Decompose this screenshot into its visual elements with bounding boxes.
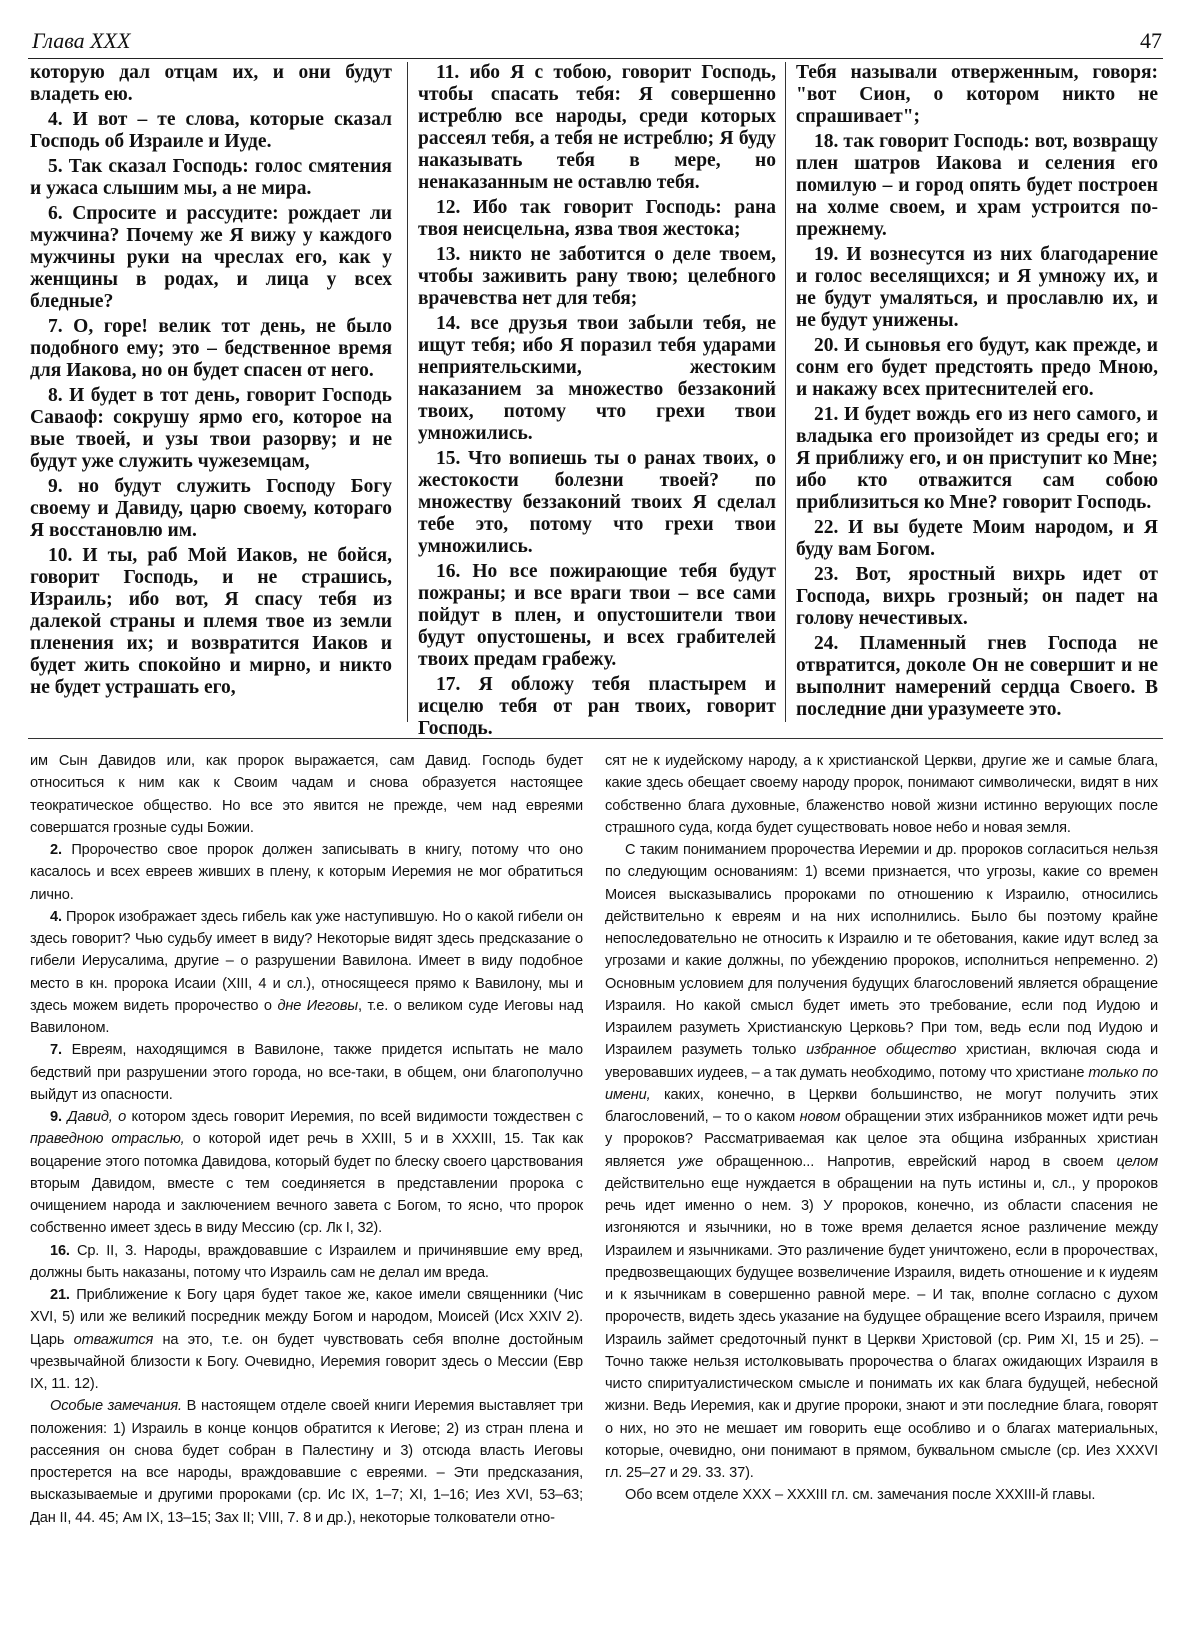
commentary-text: действительно еще нуждается в обращении на путь истины и, сл., у пророков речь идет именно о нем. 3) У пророков, конечно, из области спасения не изгоняются и язычники, но в тоже время делается ясное различение между Израилем и язычниками. Это различение будет уничтожено, если в пророчествах, предвозвещающих будущее возвеличение Израиля, видеть отношение и к иудеям и к язычникам в совершенно равной мере. – И так, вполне согласно с духом пророчеств, видеть здесь указание на будущее обращение всего Израиля, причем Израиль займет средоточный пункт в Церкви Христовой (ср. Рим XI, 15 и 25). – Точно также нельзя истолковывать пророчества о благах ожидающих Израиля в чисто спиритуалистическом смысле и понимать их как блага будущей, небесной жизни. Ведь Иеремия, как и другие пророки, знают и эти последние блага, говорят о них, но это не мешает им говорить еще особливо и о благах материальных, которые, очевидно, они понимают в прямом, буквальном смысле (ср. Иез XXXVI гл. 25–27 и 29. 33. 37). [605,1175,1158,1481]
commentary-text: В настоящем отделе своей книги Иеремия выставляет три положения: 1) Израиль в конце концов обратится к Иегове; 2) из стран плена и рассеяния он снова будет собран в Палестину и 3) отсюда власть Иеговы простерется на все народы, враждовавшие с евреями. – Эти предсказания, высказываемые и другими пророками (ср. Ис IX, 1–7; XI, 1–16; Иез XVI, 53–63; Дан II, 44. 45; Ам IX, 13–15; Зах II; VIII, 7. 8 и др.), некоторые толкователи отно- [30,1398,584,1526]
commentary-text: обращенною... Напротив, еврейский народ в своем [716,1153,1104,1170]
emphasis: уже [677,1153,704,1170]
commentary-paragraph [605,839,1158,1484]
chapter-title: Глава XXX [32,28,131,53]
commentary-paragraph [30,1284,583,1395]
verse: 23. Вот, яростный вихрь идет от Господа, вихрь грозный; он падет на голову нечестивых. [796,564,1158,629]
commentary-text: на это, т.е. он будет чувствовать себя вполне достойным чрезвычайной близости к Богу. Очевидно, Иеремия говорит здесь о Мессии (Евр IX, 11. 12). [30,1331,583,1392]
verse: 12. Ибо так говорит Господь: рана твоя неисцельна, язва твоя жестока; [418,197,776,240]
column-divider [785,62,786,722]
verse: 14. все друзья твои забыли тебя, не ищут тебя; ибо Я поразил тебя ударами неприятельскими, жестоким наказанием за множество беззаконий твоих, потому что грехи твои умножились. [418,313,776,444]
emphasis: избранное общество [806,1042,957,1059]
commentary-text: Обо всем отделе XXX – XXXIII гл. см. замечания после XXXIII-й главы. [625,1487,1096,1504]
commentary-text: Пророчество свое пророк должен записывать в книгу, потому что оно касалось и всех евреев живших в плену, к которым Иеремия не мог обратиться лично. [30,842,583,903]
commentary-paragraph [30,1240,583,1285]
commentary-paragraph [30,906,583,1040]
emphasis: отважится [73,1331,154,1348]
commentary-text: , т.е. о великом суде Иеговы над Вавилоном. [30,997,583,1036]
commentary-text: о которой идет речь в XXIII, 5 и в XXXIII, 15. Так как воцарение этого потомка Давидова, который будет по блеску своего царствования вторым Давидом, вместе с тем соединяется в представлении пророка с очищением народа и заключением вечного завета с Богом, то ясно, что пророк собственно имеет здесь в виду Мессию (ср. Лк I, 32). [30,1131,584,1237]
commentary-column-2 [605,750,1158,1610]
section-divider [28,738,1163,739]
verse: 8. И будет в тот день, говорит Господь Саваоф: сокрушу ярмо его, которое на вые твоей, и узы твои разорву; и не будут уже служить чужеземцам, [30,385,392,472]
commentary-paragraph [30,1039,583,1106]
emphasis: Давид, о [67,1109,127,1125]
emphasis: новом [799,1109,841,1125]
bible-column-1 [30,62,392,717]
commentary-paragraph [30,839,583,906]
bible-column-2 [418,62,776,739]
commentary-text: сят не к иудейскому народу, а к христианской Церкви, другие же и самые блага, какие здесь обещает своему народу пророк, понимают символически, видят в них собственно блага духовные, блаженство новой жизни истинно верующих после страшного суда, когда будет существовать новое небо и новая земля. [605,753,1158,836]
page-number: 47 [1140,28,1162,53]
commentary-text: котором здесь говорит Иеремия, по всей видимости тождествен с [131,1109,584,1125]
commentary-text: Приближение к Богу царя будет такое же, какое имели священники (Чис XVI, 5) или же великий посредник между Богом и народом, Моисей (Исх XXIV 2). Царь [30,1287,583,1348]
emphasis: дне Иеговы [277,997,358,1014]
verse: 10. И ты, раб Мой Иаков, не бойся, говорит Господь, и не страшись, Израиль; ибо вот, Я спасу тебя из далекой страны и племя твое из земли пленения их; и возвратится Иаков и будет жить спокойно и мирно, и никто не будет устрашать его, [30,545,392,698]
commentary-text: христиан, включая сюда и уверовавших иудеев, – а так думать необходимо, потому что христиане [605,1042,1158,1081]
verse: 7. О, горе! велик тот день, не было подобного ему; это – бедственное время для Иакова, но он будет спасен от него. [30,316,392,381]
verse: 16. Но все пожирающие тебя будут пожраны; и все враги твои – все сами пойдут в плен, и опустошители твои будут опустошены, и всех грабителей твоих предам грабежу. [418,561,776,670]
emphasis: праведною отраслью, [30,1131,185,1148]
verse-continuation: которую дал отцам их, и они будут владеть ею. [30,62,392,105]
commentary-paragraph [30,750,583,839]
commentary-text: Ср. II, 3. Народы, враждовавшие с Израилем и причинявшие ему вред, должны быть наказаны, потому что Израиль сам не делал им вреда. [30,1242,584,1281]
commentary-text: им Сын Давидов или, как пророк выражается, сам Давид. Господь будет относиться к ним как к Своим чадам и снова образуется настоящее теократическое общество. Но все это явится не прежде, чем над евреями совершатся грозные суды Божии. [30,753,583,836]
emphasis: Особые замечания. [50,1398,182,1415]
running-header [32,24,1162,58]
verse: 18. так говорит Господь: вот, возвращу плен шатров Иакова и селения его помилую – и город опять будет построен на холме своем, и храм устроится по-прежнему. [796,131,1158,240]
verse: 22. И вы будете Моим народом, и Я буду вам Богом. [796,517,1158,560]
commentary-text: С таким пониманием пророчества Иеремии и др. пророков согласиться нельзя по следующим основаниям: 1) всеми признается, что угрозы, какие со времен Моисея высказывались пророками по отношению к Израилю, относились действительно к евреям и на них исполнились. Было бы поэтому крайне непоследовательно не относить к Израилю и те обетования, какие идут вслед за угрозами и какие должны, по убеждению пророков, исполниться непременно. 2) Основным условием для получения будущих благословений является обращение Израиля. Но какой смысл будет иметь это требование, если под Иудою и Израилем разуметь Христианскую Церковь? При том, ведь если под Иудою и Израилем разуметь только [605,842,1158,1059]
header-rule [28,58,1163,59]
verse-number: 16. [50,1242,70,1259]
verse: 19. И вознесутся из них благодарение и голос веселящихся; и Я умножу их, и не будут умаляться, и прославлю их, и не будут унижены. [796,244,1158,331]
verse: 6. Спросите и рассудите: рождает ли мужчина? Почему же Я вижу у каждого мужчины руки на чреслах его, как у женщины в родах, и лица у всех бледные? [30,203,392,312]
commentary-paragraph [605,750,1158,839]
verse-number: 2. [50,842,62,858]
verse: 24. Пламенный гнев Господа не отвратится, доколе Он не совершит и не выполнит намерений сердца Своего. В последние дни уразумеете это. [796,633,1158,720]
commentary-text: каких, конечно, в Церкви большинство, не могут получить этих благословений, – то о каком [605,1086,1158,1125]
commentary-text: Пророк изображает здесь гибель как уже наступившую. Но о какой гибели он здесь говорит? Чью судьбу имеет в виду? Некоторые видят здесь предсказание о гибели Иерусалима, другие – о разрушении Вавилона. Имеет в виду подобное место в кн. пророка Исаии (XIII, 4 и сл.), относящееся прямо к Вавилону, мы и здесь можем видеть пророчество о [30,908,583,1014]
emphasis: целом [1116,1153,1159,1170]
commentary-paragraph [30,1106,583,1240]
verse-number: 4. [50,908,62,925]
verse: 11. ибо Я с тобою, говорит Господь, чтобы спасать тебя: Я совершенно истреблю все народы, среди которых рассеял тебя, а тебя не истреблю; Я буду наказывать тебя в мере, но ненаказанным не оставлю тебя. [418,62,776,193]
verse: 21. И будет вождь его из него самого, и владыка его произойдет из среды его; и Я приближу его, и он приступит ко Мне; ибо кто отважится сам собою приблизиться ко Мне? говорит Господь. [796,404,1158,513]
column-divider [407,62,408,722]
verse: 4. И вот – те слова, которые сказал Господь об Израиле и Иуде. [30,109,392,152]
commentary-paragraph [605,1484,1158,1506]
verse: 5. Так сказал Господь: голос смятения и ужаса слышим мы, а не мира. [30,156,392,199]
emphasis: только по имени, [605,1064,1158,1103]
verse-continuation: Тебя называли отверженным, говоря: "вот Сион, о котором никто не спрашивает"; [796,62,1158,127]
commentary-text: обращении этих избранников может идти речь у пророков? Рассматриваемая как целое эта община избранных христиан является [605,1109,1159,1170]
verse-number: 7. [50,1042,62,1059]
commentary-text: Евреям, находящимся в Вавилоне, также придется испытать не мало бедствий при разрушении этого города, но все-таки, в общем, они благополучно выйдут из опасности. [30,1042,583,1103]
verse: 15. Что вопиешь ты о ранах твоих, о жестокости болезни твоей? по множеству беззаконий твоих Я сделал тебе это, потому что грехи твои умножились. [418,448,776,557]
verse: 13. никто не заботится о деле твоем, чтобы заживить рану твою; целебного врачевства нет для тебя; [418,244,776,309]
bible-column-3 [796,62,1158,720]
verse: 9. но будут служить Господу Богу своему и Давиду, царю своему, котораго Я восстановлю им. [30,476,392,541]
verse: 17. Я обложу тебя пластырем и исцелю тебя от ран твоих, говорит Господь. [418,674,776,739]
commentary-paragraph [30,1395,583,1529]
verse-number: 9. [50,1109,62,1125]
verse: 20. И сыновья его будут, как прежде, и сонм его будет предстоять предо Мною, и накажу всех притеснителей его. [796,335,1158,400]
verse-number: 21. [50,1287,70,1303]
commentary-column-1 [30,750,583,1610]
